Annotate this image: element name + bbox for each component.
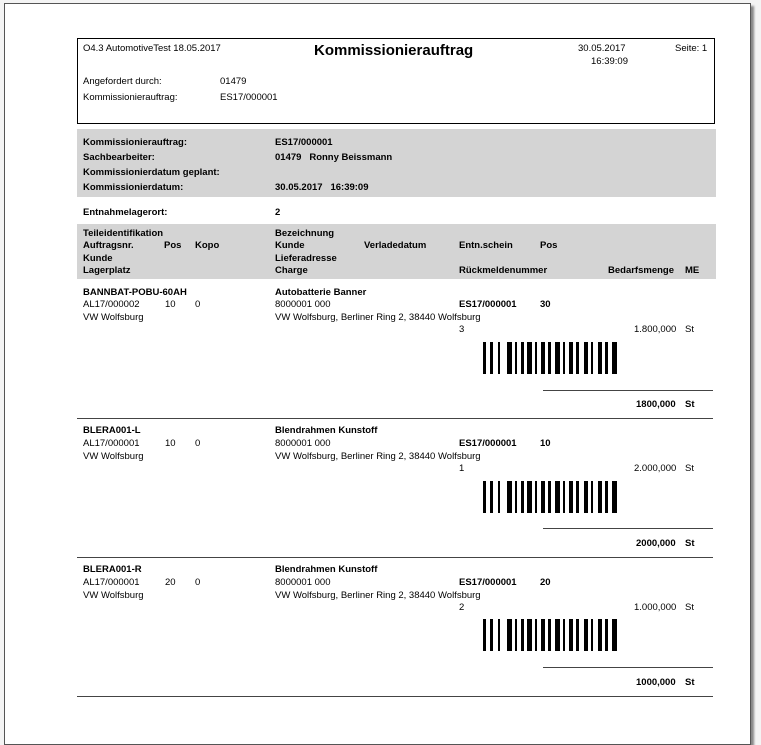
item-unit: St [685,463,694,474]
page-number: Seite: 1 [675,43,708,54]
barcode-bar [521,342,524,374]
item-order-no: AL17/000002 [83,299,140,310]
barcode-bar [507,481,512,513]
barcode-bar [548,342,551,374]
barcode-bar [483,619,486,651]
item-description: Blendrahmen Kunstoff [275,564,378,575]
item-delivery-note: ES17/000001 [459,299,517,310]
order-value: ES17/000001 [220,92,278,103]
barcode-bar [584,342,588,374]
barcode-bar [515,481,517,513]
item-customer-no: 8000001 000 [275,577,331,588]
item-part: BANNBAT-POBU-60AH [83,287,187,298]
item-customer: VW Wolfsburg [83,590,144,601]
col-unit: ME [685,265,700,276]
barcode-bar [527,481,532,513]
report-page [4,3,751,745]
col-storage: Lagerplatz [83,265,131,276]
item-total: 2000,000 [636,538,676,549]
barcode-bar [569,481,573,513]
col-description: Bezeichnung [275,228,335,239]
item-customer-no: 8000001 000 [275,299,331,310]
info-order-label: Kommissionierauftrag: [83,137,187,148]
storage-location-value: 2 [275,207,281,218]
col-customer: Kunde [83,253,113,264]
subtotal-line [543,390,713,391]
item-customer: VW Wolfsburg [83,312,144,323]
item-note-pos: 20 [540,577,551,588]
barcode-bar [541,619,545,651]
item-total-unit: St [685,677,695,688]
item-kopo: 0 [195,438,201,449]
barcode-bar [527,619,532,651]
barcode-bar [584,481,588,513]
storage-location-label: Entnahmelagerort: [83,207,168,218]
item-total-unit: St [685,399,695,410]
barcode-bar [591,481,593,513]
item-qty: 1.000,000 [634,602,677,613]
item-order-no: AL17/000001 [83,438,140,449]
barcode-bar [498,342,500,374]
barcode-bar [535,342,537,374]
subtotal-line [543,667,713,668]
barcode-bar [483,481,486,513]
item-address: VW Wolfsburg, Berliner Ring 2, 38440 Wolfsburg [275,312,481,323]
barcode-bar [569,619,573,651]
col-part-id: Teileidentifikation [83,228,164,239]
barcode-bar [555,481,560,513]
item-note-pos: 10 [540,438,551,449]
item-total: 1000,000 [636,677,676,688]
barcode-bar [541,342,545,374]
barcode-bar [612,342,617,374]
print-date: 30.05.2017 [578,43,626,54]
barcode-bar [612,619,617,651]
order-label: Kommissionierauftrag: [83,92,178,103]
barcode-bar [598,481,602,513]
barcode-bar [548,619,551,651]
requested-by-value: 01479 [220,76,247,87]
info-planned-label: Kommissionierdatum geplant: [83,167,220,178]
barcode-bar [591,342,593,374]
barcode [483,342,617,374]
barcode-bar [555,619,560,651]
col-customer2: Kunde [275,240,305,251]
col-demand: Bedarfsmenge [608,265,674,276]
item-delivery-note: ES17/000001 [459,577,517,588]
info-order-value: ES17/000001 [275,137,333,148]
item-note-pos: 30 [540,299,551,310]
item-part: BLERA001-L [83,425,141,436]
document-title: Kommissionierauftrag [314,42,474,59]
item-qty: 1.800,000 [634,324,677,335]
barcode-bar [490,619,493,651]
item-qty: 2.000,000 [634,463,677,474]
barcode [483,619,617,651]
subtotal-line [543,528,713,529]
barcode-bar [591,619,593,651]
barcode-bar [548,481,551,513]
col-pos2: Pos [540,240,558,251]
col-kopo: Kopo [195,240,220,251]
item-kopo: 0 [195,299,201,310]
barcode-bar [490,342,493,374]
info-clerk-value: 01479 Ronny Beissmann [275,152,393,163]
barcode-bar [605,619,608,651]
item-total: 1800,000 [636,399,676,410]
barcode-bar [584,619,588,651]
barcode-bar [598,342,602,374]
info-date-label: Kommissionierdatum: [83,182,184,193]
col-order-no: Auftragsnr. [83,240,134,251]
barcode-bar [576,342,579,374]
item-address: VW Wolfsburg, Berliner Ring 2, 38440 Wolfsburg [275,590,481,601]
barcode-bar [515,619,517,651]
item-part: BLERA001-R [83,564,142,575]
item-delivery-note: ES17/000001 [459,438,517,449]
barcode-bar [576,619,579,651]
barcode-bar [490,481,493,513]
item-customer-no: 8000001 000 [275,438,331,449]
item-feedback: 1 [459,463,465,474]
item-divider [77,557,713,558]
col-pos: Pos [164,240,182,251]
info-clerk-label: Sachbearbeiter: [83,152,155,163]
barcode-bar [515,342,517,374]
barcode-bar [535,481,537,513]
item-total-unit: St [685,538,695,549]
barcode-bar [563,619,565,651]
barcode-bar [605,342,608,374]
item-order-no: AL17/000001 [83,577,140,588]
barcode-bar [535,619,537,651]
barcode-bar [576,481,579,513]
col-ship-date: Verladedatum [364,240,427,251]
item-unit: St [685,324,694,335]
col-delivery-note: Entn.schein [459,240,513,251]
barcode-bar [483,342,486,374]
item-divider [77,696,713,697]
barcode-bar [521,481,524,513]
barcode [483,481,617,513]
barcode-bar [498,619,500,651]
item-divider [77,418,713,419]
item-address: VW Wolfsburg, Berliner Ring 2, 38440 Wolfsburg [275,451,481,462]
item-customer: VW Wolfsburg [83,451,144,462]
barcode-bar [612,481,617,513]
barcode-bar [569,342,573,374]
item-kopo: 0 [195,577,201,588]
company-name: O4.3 AutomotiveTest 18.05.2017 [83,43,221,54]
barcode-bar [507,342,512,374]
item-feedback: 3 [459,324,465,335]
col-delivery-address: Lieferadresse [275,253,337,264]
requested-by-label: Angefordert durch: [83,76,162,87]
print-time: 16:39:09 [591,56,628,67]
item-description: Blendrahmen Kunstoff [275,425,378,436]
col-charge: Charge [275,265,308,276]
info-date-value: 30.05.2017 16:39:09 [275,182,369,193]
item-pos: 20 [165,577,176,588]
barcode-bar [541,481,545,513]
item-pos: 10 [165,299,176,310]
item-pos: 10 [165,438,176,449]
col-feedback-no: Rückmeldenummer [459,265,548,276]
barcode-bar [598,619,602,651]
barcode-bar [605,481,608,513]
barcode-bar [507,619,512,651]
item-unit: St [685,602,694,613]
barcode-bar [498,481,500,513]
item-feedback: 2 [459,602,465,613]
barcode-bar [527,342,532,374]
item-description: Autobatterie Banner [275,287,367,298]
barcode-bar [555,342,560,374]
barcode-bar [563,481,565,513]
barcode-bar [563,342,565,374]
barcode-bar [521,619,524,651]
